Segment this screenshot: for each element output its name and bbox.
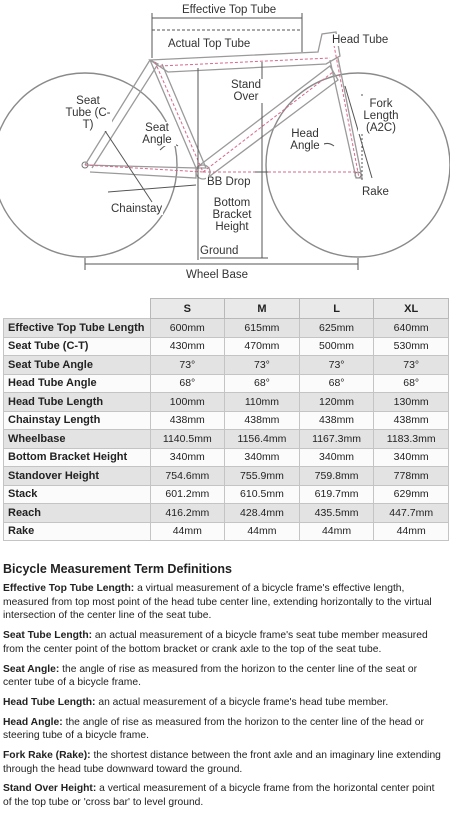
row-value-l: 619.7mm <box>299 485 374 504</box>
geometry-table <box>3 298 449 541</box>
table-row <box>4 356 449 375</box>
definition-text: an actual measurement of a bicycle frame's head tube member. <box>98 696 389 708</box>
definition-item <box>3 749 445 776</box>
label-stand-over: Stand Over <box>225 79 267 103</box>
definition-item <box>3 663 445 690</box>
label-effective-top-tube: Effective Top Tube <box>182 4 277 16</box>
table-row <box>4 393 449 412</box>
label-head-tube: Head Tube <box>332 34 389 46</box>
row-value-m: 68° <box>225 374 300 393</box>
row-value-xl: 629mm <box>374 485 449 504</box>
row-value-s: 600mm <box>150 319 225 338</box>
row-value-l: 435.5mm <box>299 504 374 523</box>
table-row <box>4 411 449 430</box>
definition-item <box>3 696 445 710</box>
table-row <box>4 337 449 356</box>
definition-text: the angle of rise as measured from the horizon to the center line of the seat or center tube of a bicycle frame. <box>3 663 418 689</box>
table-corner <box>4 299 151 319</box>
label-actual-top-tube: Actual Top Tube <box>168 38 251 50</box>
label-head-angle: Head Angle <box>286 128 324 152</box>
row-value-m: 340mm <box>225 448 300 467</box>
row-value-m: 615mm <box>225 319 300 338</box>
table-row <box>4 448 449 467</box>
row-value-l: 73° <box>299 356 374 375</box>
table-row <box>4 467 449 486</box>
table-row <box>4 374 449 393</box>
row-value-xl: 68° <box>374 374 449 393</box>
row-value-xl: 130mm <box>374 393 449 412</box>
row-value-l: 625mm <box>299 319 374 338</box>
definition-text: the angle of rise as measured from the horizon to the center line of the head or steering tube of a bicycle frame. <box>3 716 424 742</box>
row-value-s: 73° <box>150 356 225 375</box>
definition-term: Fork Rake (Rake): <box>3 750 91 762</box>
table-row <box>4 485 449 504</box>
row-label: Seat Tube (C-T) <box>4 337 151 356</box>
row-value-m: 610.5mm <box>225 485 300 504</box>
definition-term: Seat Tube Length: <box>3 630 93 642</box>
table-row <box>4 522 449 541</box>
label-wheel-base: Wheel Base <box>186 269 249 281</box>
row-value-l: 120mm <box>299 393 374 412</box>
row-value-xl: 778mm <box>374 467 449 486</box>
center-lines <box>85 40 359 178</box>
row-value-m: 438mm <box>225 411 300 430</box>
row-value-m: 110mm <box>225 393 300 412</box>
frame-outline <box>85 32 362 179</box>
definition-item <box>3 782 445 809</box>
row-value-xl: 340mm <box>374 448 449 467</box>
row-label: Standover Height <box>4 467 151 486</box>
definitions-list <box>3 582 445 810</box>
label-rake: Rake <box>362 186 389 198</box>
row-value-s: 601.2mm <box>150 485 225 504</box>
row-value-xl: 44mm <box>374 522 449 541</box>
definition-term: Seat Angle: <box>3 663 60 675</box>
row-label: Rake <box>4 522 151 541</box>
label-seat-tube: Seat Tube (C-T) <box>65 95 111 131</box>
row-value-xl: 73° <box>374 356 449 375</box>
row-label: Stack <box>4 485 151 504</box>
row-value-s: 340mm <box>150 448 225 467</box>
row-value-s: 754.6mm <box>150 467 225 486</box>
row-label: Wheelbase <box>4 430 151 449</box>
row-label: Effective Top Tube Length <box>4 319 151 338</box>
row-value-l: 340mm <box>299 448 374 467</box>
row-label: Head Tube Length <box>4 393 151 412</box>
label-seat-angle: Seat Angle <box>138 122 176 146</box>
table-body <box>4 319 449 541</box>
definition-term: Stand Over Height: <box>3 783 97 795</box>
row-value-m: 44mm <box>225 522 300 541</box>
row-value-l: 68° <box>299 374 374 393</box>
table-row <box>4 319 449 338</box>
row-label: Seat Tube Angle <box>4 356 151 375</box>
definitions-section <box>3 562 445 816</box>
row-value-s: 430mm <box>150 337 225 356</box>
row-value-m: 1156.4mm <box>225 430 300 449</box>
label-fork-length: Fork Length (A2C) <box>358 98 404 134</box>
definition-term: Head Angle: <box>3 716 63 728</box>
size-header-l: L <box>299 299 374 319</box>
geometry-diagram <box>0 0 450 288</box>
row-value-s: 438mm <box>150 411 225 430</box>
definition-text: a virtual measurement of a bicycle frame's effective length, measured from top most point of the head tube center line, extending horizontally to the virtual intersection of the center line of the seat tube. <box>3 583 432 622</box>
definition-item <box>3 629 445 656</box>
definition-item <box>3 716 445 743</box>
row-value-m: 470mm <box>225 337 300 356</box>
row-value-l: 44mm <box>299 522 374 541</box>
row-value-xl: 530mm <box>374 337 449 356</box>
row-value-xl: 447.7mm <box>374 504 449 523</box>
row-value-xl: 1183.3mm <box>374 430 449 449</box>
definition-term: Effective Top Tube Length: <box>3 583 135 594</box>
table-row <box>4 504 449 523</box>
row-value-m: 73° <box>225 356 300 375</box>
row-value-l: 1167.3mm <box>299 430 374 449</box>
row-label: Bottom Bracket Height <box>4 448 151 467</box>
label-bottom-bracket-height: Bottom Bracket Height <box>206 197 258 233</box>
label-ground: Ground <box>200 245 239 257</box>
row-value-l: 500mm <box>299 337 374 356</box>
size-header-s: S <box>150 299 225 319</box>
definition-text: an actual measurement of a bicycle frame's seat tube member measured from the center point of the bottom bracket or crank axle to the top of the seat tube. <box>3 630 428 655</box>
row-label: Chainstay Length <box>4 411 151 430</box>
table-row <box>4 430 449 449</box>
size-header-xl: XL <box>374 299 449 319</box>
row-value-s: 416.2mm <box>150 504 225 523</box>
row-value-xl: 438mm <box>374 411 449 430</box>
row-value-xl: 640mm <box>374 319 449 338</box>
row-value-l: 759.8mm <box>299 467 374 486</box>
row-value-m: 755.9mm <box>225 467 300 486</box>
definition-term: Head Tube Length: <box>3 696 96 708</box>
definition-text: a vertical measurement of a bicycle frame from the horizontal center point of the top tube or 'cross bar' to level ground. <box>3 783 435 809</box>
row-value-m: 428.4mm <box>225 504 300 523</box>
label-chainstay: Chainstay <box>111 203 163 215</box>
size-header-m: M <box>225 299 300 319</box>
row-value-s: 100mm <box>150 393 225 412</box>
row-value-s: 1140.5mm <box>150 430 225 449</box>
label-bb-drop: BB Drop <box>207 176 251 188</box>
row-value-l: 438mm <box>299 411 374 430</box>
row-label: Reach <box>4 504 151 523</box>
row-value-s: 44mm <box>150 522 225 541</box>
row-value-s: 68° <box>150 374 225 393</box>
definitions-title: Bicycle Measurement Term Definitions <box>3 562 233 576</box>
row-label: Head Tube Angle <box>4 374 151 393</box>
table-header-row <box>4 299 449 319</box>
definition-text: the shortest distance between the front axle and an imaginary line extending through the head tube downward toward the ground. <box>3 750 441 775</box>
definition-item <box>3 582 445 623</box>
